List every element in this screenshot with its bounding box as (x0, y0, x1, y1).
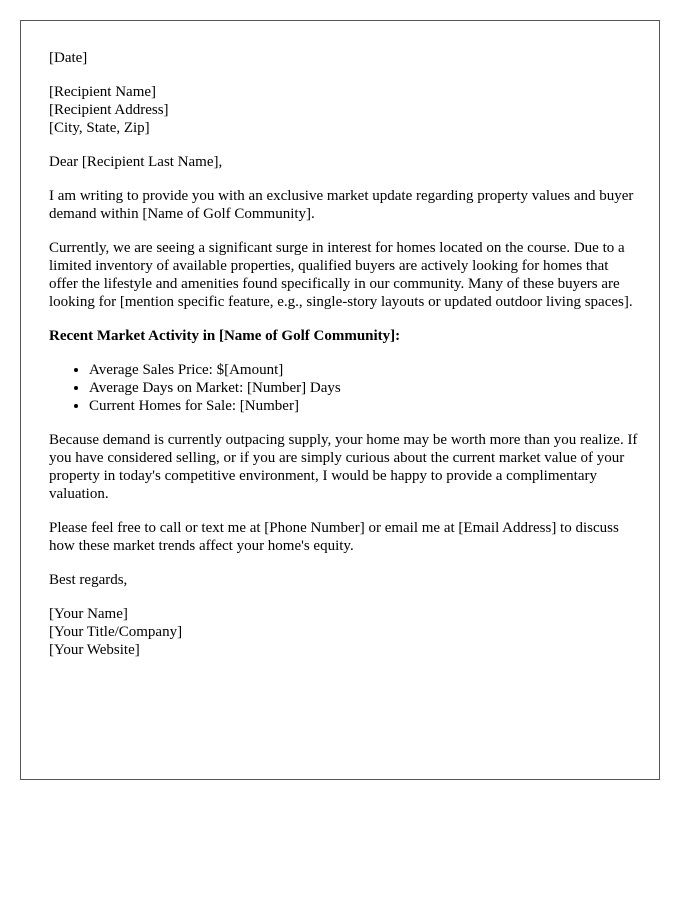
market-activity-list (49, 361, 641, 415)
letter-body (49, 49, 641, 675)
salutation: Dear [Recipient Last Name], (49, 154, 223, 170)
recipient-address: [Recipient Address] (49, 102, 169, 118)
signature-title-company: [Your Title/Company] (49, 624, 183, 640)
list-item-average-days-on-market: • Average Days on Market: [Number] Days (89, 379, 641, 397)
signature-name: [Your Name] (49, 606, 128, 622)
signature-block (49, 605, 641, 659)
recipient-block (49, 83, 641, 137)
intro-paragraph: I am writing to provide you with an exclusive market update regarding property values and buyer demand within [Name of Golf Community]. (49, 188, 634, 222)
contact-paragraph: Please feel free to call or text me at [Phone Number] or email me at [Email Address] to discuss how these market trends affect your home's equity. (49, 520, 619, 554)
letter-date: [Date] (49, 50, 88, 66)
list-item-current-homes-for-sale: • Current Homes for Sale: [Number] (89, 397, 641, 415)
market-activity-heading: Recent Market Activity in [Name of Golf Community]: (49, 328, 401, 344)
recipient-city-state-zip: [City, State, Zip] (49, 120, 150, 136)
list-item-average-sales-price: • Average Sales Price: $[Amount] (89, 361, 641, 379)
closing: Best regards, (49, 572, 128, 588)
demand-paragraph: Currently, we are seeing a significant surge in interest for homes located on the course. Due to a limited inventory of available properties, qualified buyers are actively looking for homes that offer the lifestyle and amenities found specifically in our community. Many of these buyers are looking for [mention specific feature, e.g., single-story layouts or updated outdoor living spaces]. (49, 240, 633, 310)
recipient-name: [Recipient Name] (49, 84, 157, 100)
letter-page (20, 20, 660, 780)
valuation-paragraph: Because demand is currently outpacing supply, your home may be worth more than you realize. If you have considered selling, or if you are simply curious about the current market value of your property in today's competitive environment, I would be happy to provide a complimentary valuation. (49, 432, 638, 502)
signature-website: [Your Website] (49, 642, 140, 658)
